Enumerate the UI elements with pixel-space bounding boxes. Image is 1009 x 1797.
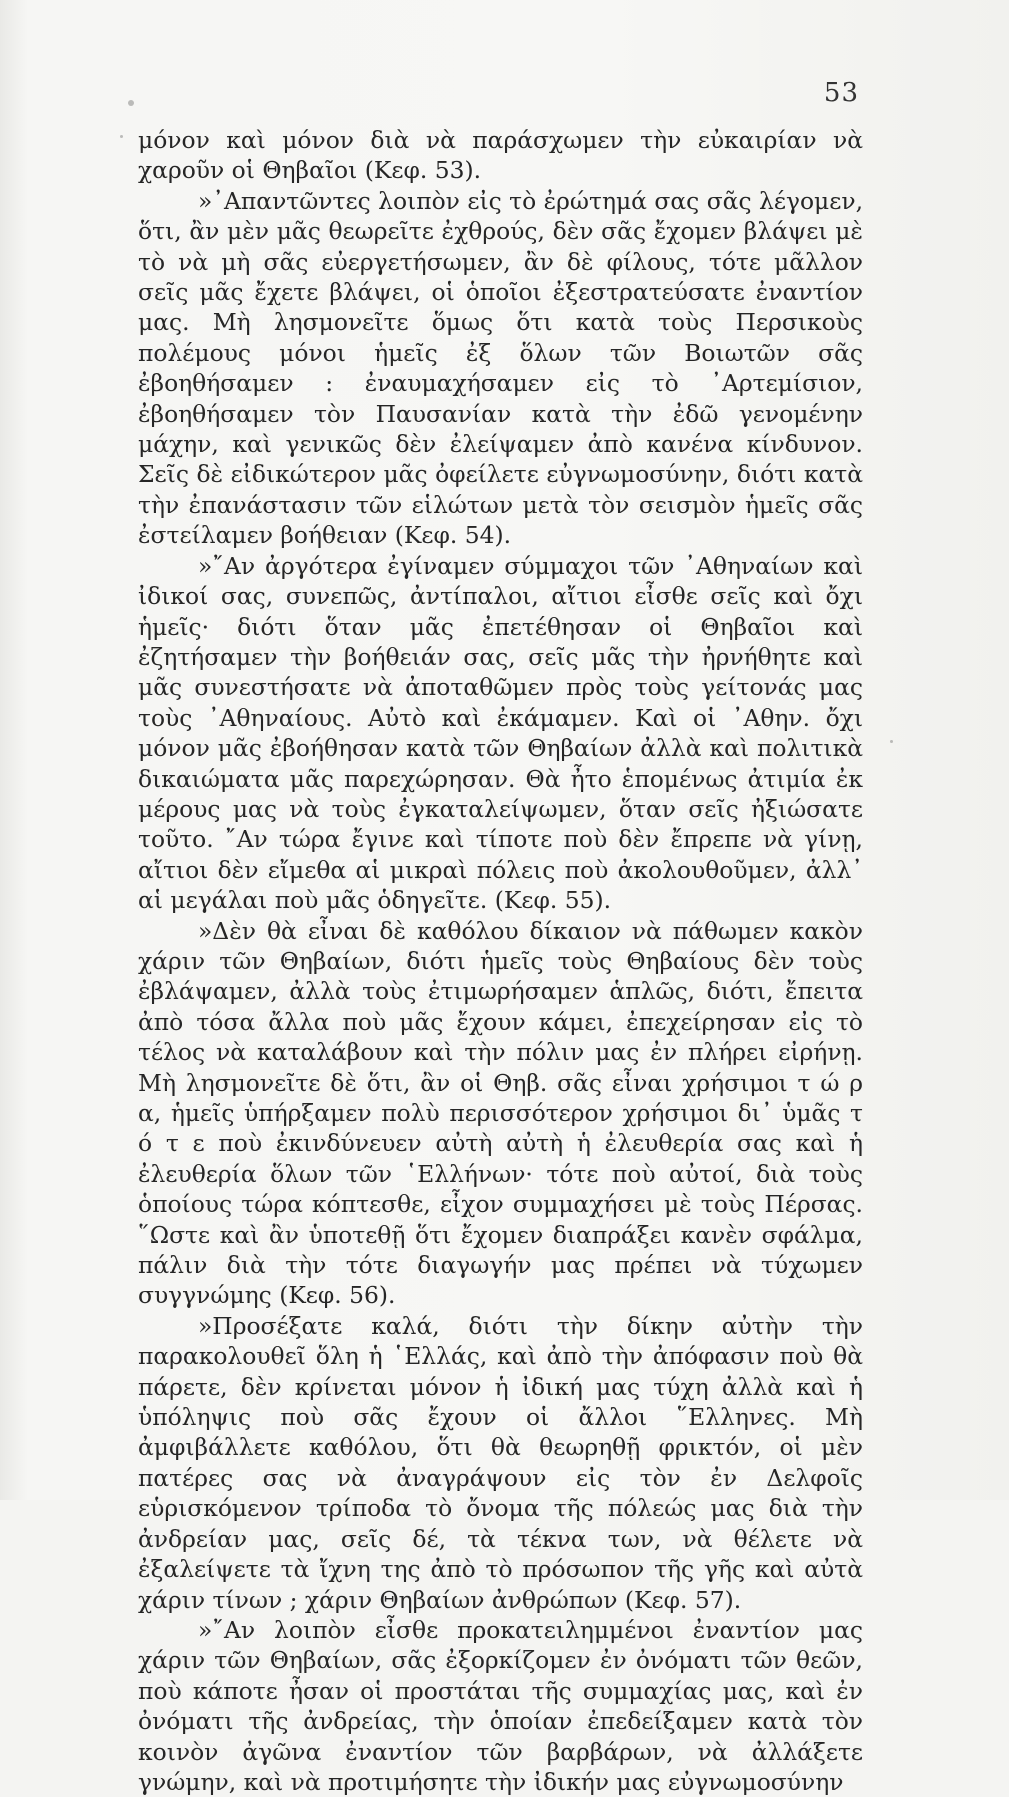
paragraph: »᾿Απαντῶντες λοιπὸν εἰς τὸ ἐρώτημά σας σᾶς λέγομεν, ὅτι, ἂν μὲν μᾶς θεωρεῖτε ἐχθρούς, δὲν σᾶς ἔχομεν βλάψει μὲ τὸ νὰ μὴ σᾶς εὐεργετήσωμεν, ἂν δὲ φίλους, τότε μᾶλλον σεῖς μᾶς ἔχετε βλάψει, οἱ ὁποῖοι ἐξεστρατεύσατε ἐναντίον μας. Μὴ λησμονεῖτε ὅμως ὅτι κατὰ τοὺς Περσικοὺς πολέμους μόνοι ἡμεῖς ἐξ ὅλων τῶν Βοιωτῶν σᾶς ἐβοηθήσαμεν : ἐναυμαχήσαμεν εἰς τὸ ᾿Αρτεμίσιον, ἐβοηθήσαμεν τὸν Παυσανίαν κατὰ τὴν ἐδῶ γενομένην μάχην, καὶ γενικῶς δὲν ἐλείψαμεν ἀπὸ κανένα κίνδυνον. Σεῖς δὲ εἰδικώτερον μᾶς ὀφείλετε εὐγνωμοσύνην, διότι κατὰ τὴν ἐπανάστασιν τῶν εἱλώτων μετὰ τὸν σεισμὸν ἡμεῖς σᾶς ἐστείλαμεν βοήθειαν (Κεφ. 54).: [138, 186, 863, 550]
page-number: 53: [823, 78, 859, 108]
print-speck: [128, 100, 134, 106]
print-speck: [890, 740, 893, 743]
paragraph: »Προσέξατε καλά, διότι τὴν δίκην αὐτὴν τὴν παρακολουθεῖ ὅλη ἡ ῾Ελλάς, καὶ ἀπὸ τὴν ἀπόφασιν ποὺ θὰ πάρετε, δὲν κρίνεται μόνον ἡ ἰδική μας τύχη ἀλλὰ καὶ ἡ ὑπόληψις ποὺ σᾶς ἔχουν οἱ ἄλλοι ῞Ελληνες. Μὴ ἀμφιβάλλετε καθόλου, ὅτι θὰ θεωρηθῇ φρικτόν, οἱ μὲν πατέρες σας νὰ ἀναγράψουν εἰς τὸν ἐν Δελφοῖς εὑρισκόμενον τρίποδα τὸ ὄνομα τῆς πόλεώς μας διὰ τὴν ἀνδρείαν μας, σεῖς δέ, τὰ τέκνα των, νὰ θέλετε νὰ ἐξαλείψετε τὰ ἴχνη της ἀπὸ τὸ πρόσωπον τῆς γῆς καὶ αὐτὰ χάριν τίνων ; χάριν Θηβαίων ἀνθρώπων (Κεφ. 57).: [138, 1311, 863, 1614]
paragraph: »Δὲν θὰ εἶναι δὲ καθόλου δίκαιον νὰ πάθωμεν κακὸν χάριν τῶν Θηβαίων, διότι ἡμεῖς τοὺς Θηβαίους δὲν τοὺς ἐβλάψαμεν, ἀλλὰ τοὺς ἐτιμωρήσαμεν ἁπλῶς, διότι, ἔπειτα ἀπὸ τόσα ἄλλα ποὺ μᾶς ἔχουν κάμει, ἐπεχείρησαν εἰς τὸ τέλος νὰ καταλάβουν καὶ τὴν πόλιν μας ἐν πλήρει εἰρήνῃ. Μὴ λησμονεῖτε δὲ ὅτι, ἂν οἱ Θηβ. σᾶς εἶναι χρήσιμοι τ ώ ρ α, ἡμεῖς ὑπήρξαμεν πολὺ περισσότερον χρήσιμοι δι᾿ ὑμᾶς τ ό τ ε ποὺ ἐκινδύνευεν αὐτὴ αὐτὴ ἡ ἐλευθερία σας καὶ ἡ ἐλευθερία ὅλων τῶν ῾Ελλήνων· τότε ποὺ αὐτοί, διὰ τοὺς ὁποίους τώρα κόπτεσθε, εἶχον συμμαχήσει μὲ τοὺς Πέρσας. ῞Ωστε καὶ ἂν ὑποτεθῇ ὅτι ἔχομεν διαπράξει κανὲν σφάλμα, πάλιν διὰ τὴν τότε διαγωγήν μας πρέπει νὰ τύχωμεν συγγνώμης (Κεφ. 56).: [138, 916, 863, 1310]
paragraph: »῎Αν λοιπὸν εἶσθε προκατειλημμένοι ἐναντίον μας χάριν τῶν Θηβαίων, σᾶς ἐξορκίζομεν ἐν ὀνόματι τῶν θεῶν, ποὺ κάποτε ἦσαν οἱ προστάται τῆς συμμαχίας μας, καὶ ἐν ὀνόματι τῆς ἀνδρείας, τὴν ὁποίαν ἐπεδείξαμεν κατὰ τὸν κοινὸν ἀγῶνα ἐναντίον τῶν βαρβάρων, νὰ ἀλλάξετε γνώμην, καὶ νὰ προτιμήσητε τὴν ἰδικήν μας εὐγνωμοσύνην: [138, 1615, 863, 1796]
body-text: [138, 125, 863, 1797]
paragraph: »῎Αν ἀργότερα ἐγίναμεν σύμμαχοι τῶν ᾿Αθηναίων καὶ ἰδικοί σας, συνεπῶς, ἀντίπαλοι, αἴτιοι εἶσθε σεῖς καὶ ὄχι ἡμεῖς· διότι ὅταν μᾶς ἐπετέθησαν οἱ Θηβαῖοι καὶ ἐζητήσαμεν τὴν βοήθειάν σας, σεῖς μᾶς τὴν ἠρνήθητε καὶ μᾶς συνεστήσατε νὰ ἀποταθῶμεν πρὸς τοὺς γείτονάς μας τοὺς ᾿Αθηναίους. Αὐτὸ καὶ ἐκάμαμεν. Καὶ οἱ ᾿Αθην. ὄχι μόνον μᾶς ἐβοήθησαν κατὰ τῶν Θηβαίων ἀλλὰ καὶ πολιτικὰ δικαιώματα μᾶς παρεχώρησαν. Θὰ ἦτο ἑπομένως ἀτιμία ἐκ μέρους μας νὰ τοὺς ἐγκαταλείψωμεν, ὅταν σεῖς ἠξιώσατε τοῦτο. ῎Αν τώρα ἔγινε καὶ τίποτε ποὺ δὲν ἔπρεπε νὰ γίνῃ, αἴτιοι δὲν εἴμεθα αἱ μικραὶ πόλεις ποὺ ἀκολουθοῦμεν, ἀλλ᾿ αἱ μεγάλαι ποὺ μᾶς ὁδηγεῖτε. (Κεφ. 55).: [138, 551, 863, 915]
paragraph: μόνον καὶ μόνον διὰ νὰ παράσχωμεν τὴν εὐκαιρίαν νὰ χαροῦν οἱ Θηβαῖοι (Κεφ. 53).: [138, 126, 863, 185]
print-speck: [120, 135, 123, 138]
